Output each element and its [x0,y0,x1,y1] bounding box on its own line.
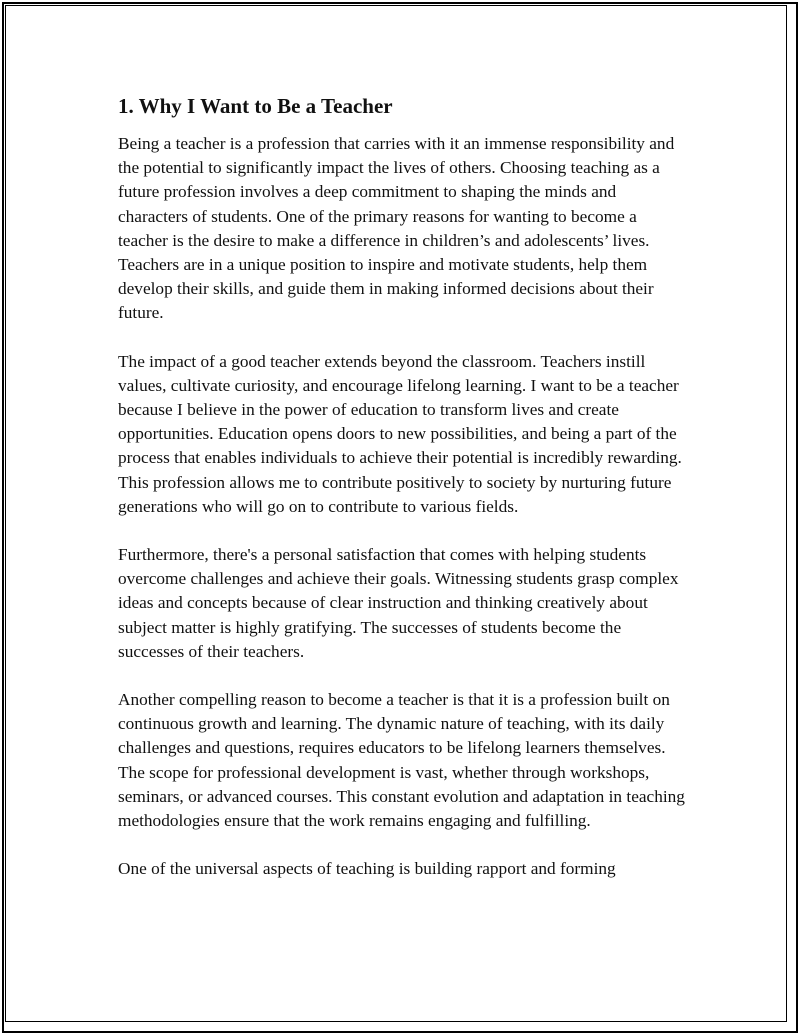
paragraph-4: Another compelling reason to become a teacher is that it is a profession built on continuous growth and learning. The dynamic nature of teaching, with its daily challenges and questions, requires educators to be lifelong learners themselves. The scope for professional development is vast, whether through workshops, seminars, or advanced courses. This constant evolution and adaptation in teaching methodologies ensure that the work remains engaging and fulfilling. [118,690,685,831]
section-heading: 1. Why I Want to Be a Teacher [118,94,393,118]
document-body [118,92,690,905]
paragraph-5: One of the universal aspects of teaching is building rapport and forming [118,859,616,879]
paragraph-1: Being a teacher is a profession that carries with it an immense responsibility and the potential to significantly impact the lives of others. Choosing teaching as a future profession involves a deep commitment to shaping the minds and characters of students. One of the primary reasons for wanting to become a teacher is the desire to make a difference in children’s and adolescents’ lives. Teachers are in a unique position to inspire and motivate students, help them develop their skills, and guide them in making informed decisions about their future. [118,134,675,323]
paragraph-3: Furthermore, there's a personal satisfaction that comes with helping students overcome challenges and achieve their goals. Witnessing students grasp complex ideas and concepts because of clear instruction and thinking creatively about subject matter is highly gratifying. The successes of students become the successes of their teachers. [118,545,679,661]
paragraph-2: The impact of a good teacher extends beyond the classroom. Teachers instill values, cultivate curiosity, and encourage lifelong learning. I want to be a teacher because I believe in the power of education to transform lives and create opportunities. Education opens doors to new possibilities, and being a part of the process that enables individuals to achieve their potential is incredibly rewarding. This profession allows me to contribute positively to society by nurturing future generations who will go on to contribute to various fields. [118,351,682,516]
